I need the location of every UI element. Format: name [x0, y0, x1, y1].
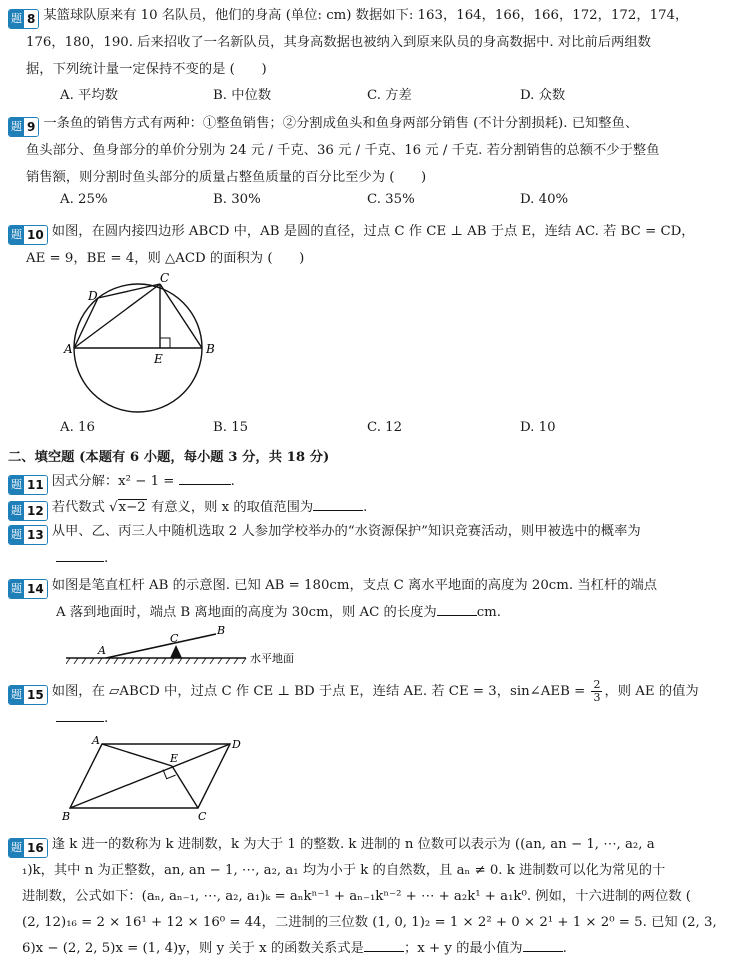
q9-line2: 鱼头部分、鱼身部分的单价分别为 24 元 / 千克、36 元 / 千克、16 元 / 千克. 若分割销售的总额不少于整鱼	[26, 143, 660, 158]
option-c[interactable]: C. 12	[367, 420, 403, 435]
question-8	[8, 2, 738, 83]
label-b: B	[206, 342, 215, 356]
q12-post: 有意义，则 x 的取值范围为	[146, 500, 314, 515]
q15-line1: 如图，在 ▱ABCD 中，过点 C 作 CE ⊥ BD 于点 E，连结 AE. 若 CE = 3，sin∠AEB =	[51, 684, 590, 699]
q13-line1: 从甲、乙、丙三人中随机选取 2 人参加学校举办的“水资源保护”知识竞赛活动，则甲被选中的概率为	[51, 524, 641, 539]
question-badge: 题 16	[8, 838, 48, 858]
option-d[interactable]: D. 10	[520, 420, 556, 435]
q8-line1: 某篮球队原来有 10 名队员，他们的身高 (单位: cm) 数据如下: 163，164，166，166，172，172，174，	[43, 8, 689, 23]
q16-line2: ₁)k，其中 n 为正整数，an, an − 1, ⋯, a₂, a₁ 均为小于 k 的自然数，且 aₙ ≠ 0. k 进制数可以化为常见的十	[22, 863, 666, 878]
label-d: D	[88, 289, 98, 303]
option-b[interactable]: B. 30%	[213, 192, 261, 207]
sqrt-radicand: x−2	[118, 500, 146, 515]
q14-line2: A 落到地面时，端点 B 离地面的高度为 30cm，则 AC 的长度为	[56, 605, 437, 620]
option-d[interactable]: D. 40%	[520, 192, 569, 207]
question-badge: 题 8	[8, 9, 39, 29]
label-e: E	[154, 352, 163, 366]
parallelogram-figure	[62, 734, 252, 824]
label-d: D	[232, 738, 241, 751]
q14-line1: 如图是笔直杠杆 AB 的示意图. 已知 AB = 180cm，支点 C 离水平地面的高度为 20cm. 当杠杆的端点	[51, 578, 658, 593]
label-a: A	[92, 734, 100, 747]
question-12: 题 12 若代数式 √x−2 有意义，则 x 的取值范围为 .	[8, 494, 738, 521]
question-badge: 题 12	[8, 501, 48, 521]
option-a[interactable]: A. 25%	[60, 192, 108, 207]
q9-line3: 销售额，则分割时鱼头部分的质量占整鱼质量的百分比至少为 ( )	[26, 170, 427, 185]
question-badge: 题 13	[8, 525, 48, 545]
question-badge: 题 10	[8, 225, 48, 245]
answer-blank[interactable]	[179, 472, 231, 485]
label-b: B	[217, 624, 226, 637]
q16-line1: 逢 k 进一的数称为 k 进制数，k 为大于 1 的整数. k 进制的 n 位数可以表示为 ((an, an − 1, ⋯, a₂, a	[51, 837, 655, 852]
answer-blank[interactable]	[56, 709, 104, 722]
q10-line2: AE = 9，BE = 4，则 △ACD 的面积为 ( )	[26, 251, 305, 266]
answer-blank[interactable]	[437, 603, 477, 616]
option-b[interactable]: B. 15	[213, 420, 249, 435]
lever-figure	[66, 624, 316, 672]
label-a: A	[64, 342, 73, 356]
question-9	[8, 110, 738, 191]
option-a[interactable]: A. 平均数	[60, 88, 118, 103]
option-c[interactable]: C. 35%	[367, 192, 415, 207]
question-badge: 题 14	[8, 579, 48, 599]
label-c: C	[198, 810, 207, 823]
question-14	[8, 572, 738, 626]
q14-unit: cm.	[476, 605, 502, 620]
q16-line5: 6)x − (2, 2, 5)x = (1, 4)y，则 y 关于 x 的函数关系式是	[22, 941, 364, 956]
q8-line3: 据，下列统计量一定保持不变的是 ( )	[26, 62, 267, 77]
q9-line1: 一条鱼的销售方式有两种：①整鱼销售；②分割成鱼头和鱼身两部分销售 (不计分割损耗). 已知整鱼、	[43, 116, 639, 131]
option-b[interactable]: B. 中位数	[213, 88, 272, 103]
ground-label: 水平地面	[250, 652, 294, 665]
q16-line5-mid: ；x + y 的最小值为	[403, 941, 523, 956]
q16-line3: 进制数，公式如下：(aₙ, aₙ₋₁, ⋯, a₂, a₁)ₖ = aₙkⁿ⁻¹ + aₙ₋₁kⁿ⁻² + ⋯ + a₂k¹ + a₁k⁰. 例如，十六进制的两位数 (	[22, 889, 691, 904]
label-c: C	[170, 632, 179, 645]
q15-line1-end: ，则 AE 的值为	[604, 684, 699, 699]
question-13: 题 13 从甲、乙、丙三人中随机选取 2 人参加学校举办的“水资源保护”知识竞赛活动，则甲被选中的概率为 .	[8, 518, 738, 572]
q16-line4: (2, 12)₁₆ = 2 × 16¹ + 12 × 16⁰ = 44，二进制的三位数 (1, 0, 1)₂ = 1 × 2² + 0 × 2¹ + 1 × 2⁰ = 5. 已知 (2, 3,	[22, 915, 717, 930]
q8-line2: 176，180，190. 后来招收了一名新队员，其身高数据也被纳入到原来队员的身高数据中. 对比前后两组数	[26, 35, 651, 50]
question-15: 题 15 如图，在 ▱ABCD 中，过点 C 作 CE ⊥ BD 于点 E，连结 AE. 若 CE = 3，sin∠AEB = $\frac{2}{3}$ ，则 AE 的值为 .	[8, 678, 738, 732]
label-c: C	[160, 272, 170, 285]
question-badge: 题 9	[8, 117, 39, 137]
q12-pre: 若代数式	[51, 500, 110, 515]
q10-line1: 如图，在圆内接四边形 ABCD 中，AB 是圆的直径，过点 C 作 CE ⊥ AB 于点 E，连结 AC. 若 BC = CD，	[51, 224, 695, 239]
option-d[interactable]: D. 众数	[520, 88, 566, 103]
q16-line5-end: .	[562, 941, 567, 956]
answer-blank[interactable]	[364, 939, 404, 952]
circle-figure	[60, 272, 230, 420]
question-10	[8, 218, 738, 272]
label-e: E	[170, 752, 179, 765]
answer-blank[interactable]	[523, 939, 563, 952]
question-badge: 题 15	[8, 685, 48, 705]
answer-blank[interactable]	[56, 549, 104, 562]
sqrt-symbol: √	[109, 500, 118, 515]
question-16	[8, 832, 738, 962]
question-11: 题 11 因式分解：x² − 1 = .	[8, 468, 738, 495]
label-a: A	[98, 644, 106, 657]
option-a[interactable]: A. 16	[60, 420, 95, 435]
question-badge: 题 11	[8, 475, 48, 495]
option-c[interactable]: C. 方差	[367, 88, 412, 103]
answer-blank[interactable]	[313, 498, 363, 511]
section-title: 二、填空题 (本题有 6 小题，每小题 3 分，共 18 分)	[8, 450, 330, 465]
label-b: B	[62, 810, 71, 823]
q11-text: 因式分解：x² − 1 =	[51, 474, 179, 489]
fraction: $\frac{2}{3}$	[593, 678, 601, 704]
